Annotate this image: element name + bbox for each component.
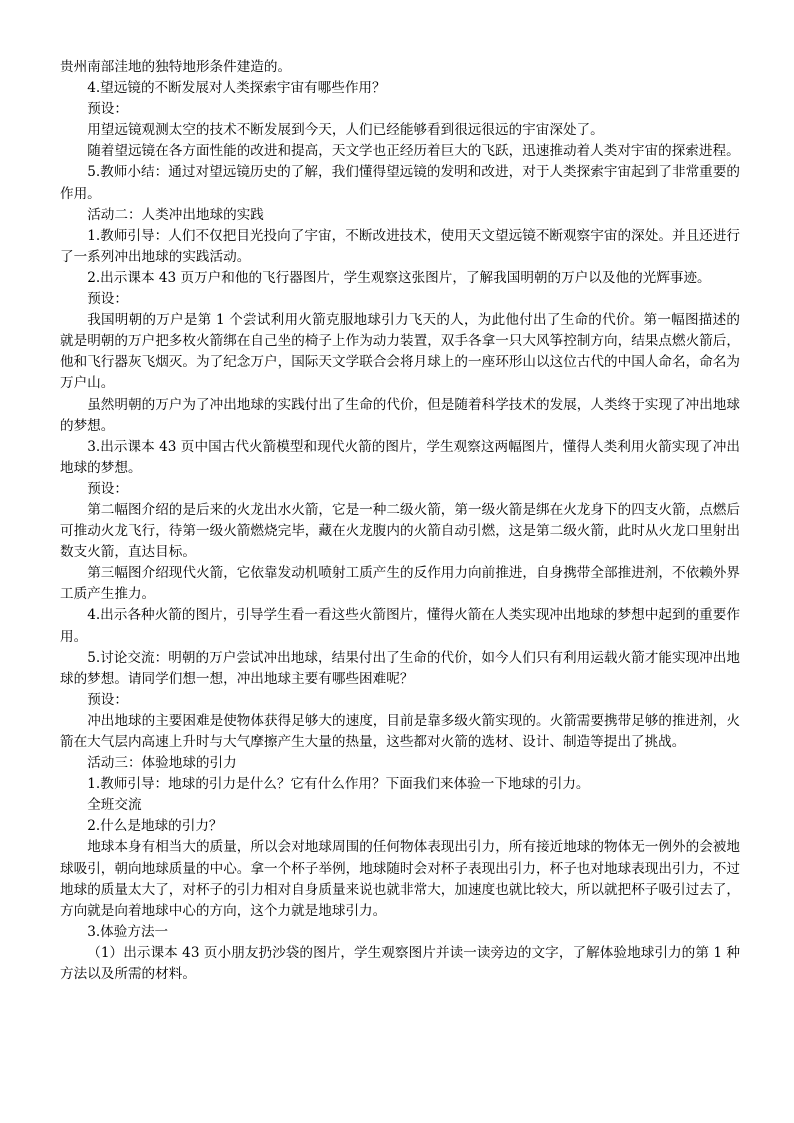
paragraph-9: 2.出示课本 43 页万户和他的飞行器图片，学生观察这张图片，了解我国明朝的万户以及他的光辉事迹。	[87, 269, 711, 286]
paragraph-16: 第三幅图介绍现代火箭，它依靠发动机喷射工质产生的反作用力向前推进，自身携带全部推进剂，不依赖外界工质产生推力。	[60, 565, 740, 603]
paragraph-26: 3.体验方法一	[87, 923, 169, 940]
paragraph-4: 用望远镜观测太空的技术不断发展到今天，人们已经能够看到很远很远的宇宙深处了。	[87, 122, 604, 139]
paragraph-22: 1.教师引导：地球的引力是什么？它有什么作用？下面我们来体验一下地球的引力。	[87, 776, 590, 793]
paragraph-10: 预设：	[87, 291, 128, 308]
paragraph-25: 地球本身有相当大的质量，所以会对地球周围的任何物体表现出引力，所有接近地球的物体无一例外的会被地球吸引，朝向地球质量的中心。拿一个杯子举例，地球随时会对杯子表现出引力，杯子也对地球表现出引力，不过地球的质量太大了，对杯子的引力相对自身质量来说也就非常大，加速度也就比较大，所以就把杯子吸引过去了，方向就是向着地球中心的方向，这个力就是地球引力。	[60, 839, 740, 919]
section-heading-activity-2: 活动二：人类冲出地球的实践	[87, 206, 264, 223]
paragraph-27: （1）出示课本 43 页小朋友扔沙袋的图片，学生观察图片并读一读旁边的文字，了解体验地球引力的第 1 种方法以及所需的材料。	[60, 944, 740, 983]
paragraph-13: 3.出示课本 43 页中国古代火箭模型和现代火箭的图片，学生观察这两幅图片，懂得人类利用火箭实现了冲出地球的梦想。	[60, 438, 740, 476]
paragraph-20: 冲出地球的主要困难是使物体获得足够大的速度，目前是靠多级火箭实现的。火箭需要携带足够的推进剂，火箭在大气层内高速上升时与大气摩擦产生大量的热量，这些都对火箭的选材、设计、制造等提出了挑战。	[60, 712, 740, 750]
paragraph-12: 虽然明朝的万户为了冲出地球的实践付出了生命的代价，但是随着科学技术的发展，人类终于实现了冲出地球的梦想。	[60, 396, 740, 434]
section-heading-activity-3: 活动三：体验地球的引力	[87, 755, 237, 772]
paragraph-19: 预设：	[87, 691, 128, 708]
paragraph-1: 贵州南部洼地的独特地形条件建造的。	[60, 59, 292, 75]
paragraph-14: 预设：	[87, 480, 128, 497]
document-page	[60, 57, 740, 985]
paragraph-5: 随着望远镜在各方面性能的改进和提高，天文学也正经历着巨大的飞跃，迅速推动着人类对宇宙的探索进程。	[87, 143, 740, 160]
paragraph-18: 5.讨论交流：明朝的万户尝试冲出地球，结果付出了生命的代价，如今人们只有利用运载火箭才能实现冲出地球的梦想。请同学们想一想，冲出地球主要有哪些困难呢？	[60, 649, 740, 687]
paragraph-3: 预设：	[87, 101, 128, 118]
paragraph-6: 5.教师小结：通过对望远镜历史的了解，我们懂得望远镜的发明和改进，对于人类探索宇宙起到了非常重要的作用。	[60, 164, 740, 202]
paragraph-11: 我国明朝的万户是第 1 个尝试利用火箭克服地球引力飞天的人，为此他付出了生命的代价。第一幅图描述的就是明朝的万户把多枚火箭绑在自己坐的椅子上作为动力装置，双手各拿一只大风筝控制方向，结果点燃火箭后，他和飞行器灰飞烟灭。为了纪念万户，国际天文学联合会将月球上的一座环形山以这位古代的中国人命名，命名为万户山。	[60, 312, 740, 392]
paragraph-8: 1.教师引导：人们不仅把目光投向了宇宙，不断改进技术，使用天文望远镜不断观察宇宙的深处。并且还进行了一系列冲出地球的实践活动。	[60, 227, 740, 265]
paragraph-2: 4.望远镜的不断发展对人类探索宇宙有哪些作用？	[87, 80, 386, 97]
paragraph-24: 2.什么是地球的引力？	[87, 818, 223, 835]
paragraph-17: 4.出示各种火箭的图片，引导学生看一看这些火箭图片，懂得火箭在人类实现冲出地球的梦想中起到的重要作用。	[60, 607, 740, 645]
paragraph-23: 全班交流	[87, 797, 142, 814]
paragraph-15: 第二幅图介绍的是后来的火龙出水火箭，它是一种二级火箭，第一级火箭是绑在火龙身下的四支火箭，点燃后可推动火龙飞行，待第一级火箭燃烧完毕，藏在火龙腹内的火箭自动引燃，这是第二级火箭，此时从火龙口里射出数支火箭，直达目标。	[60, 501, 740, 561]
